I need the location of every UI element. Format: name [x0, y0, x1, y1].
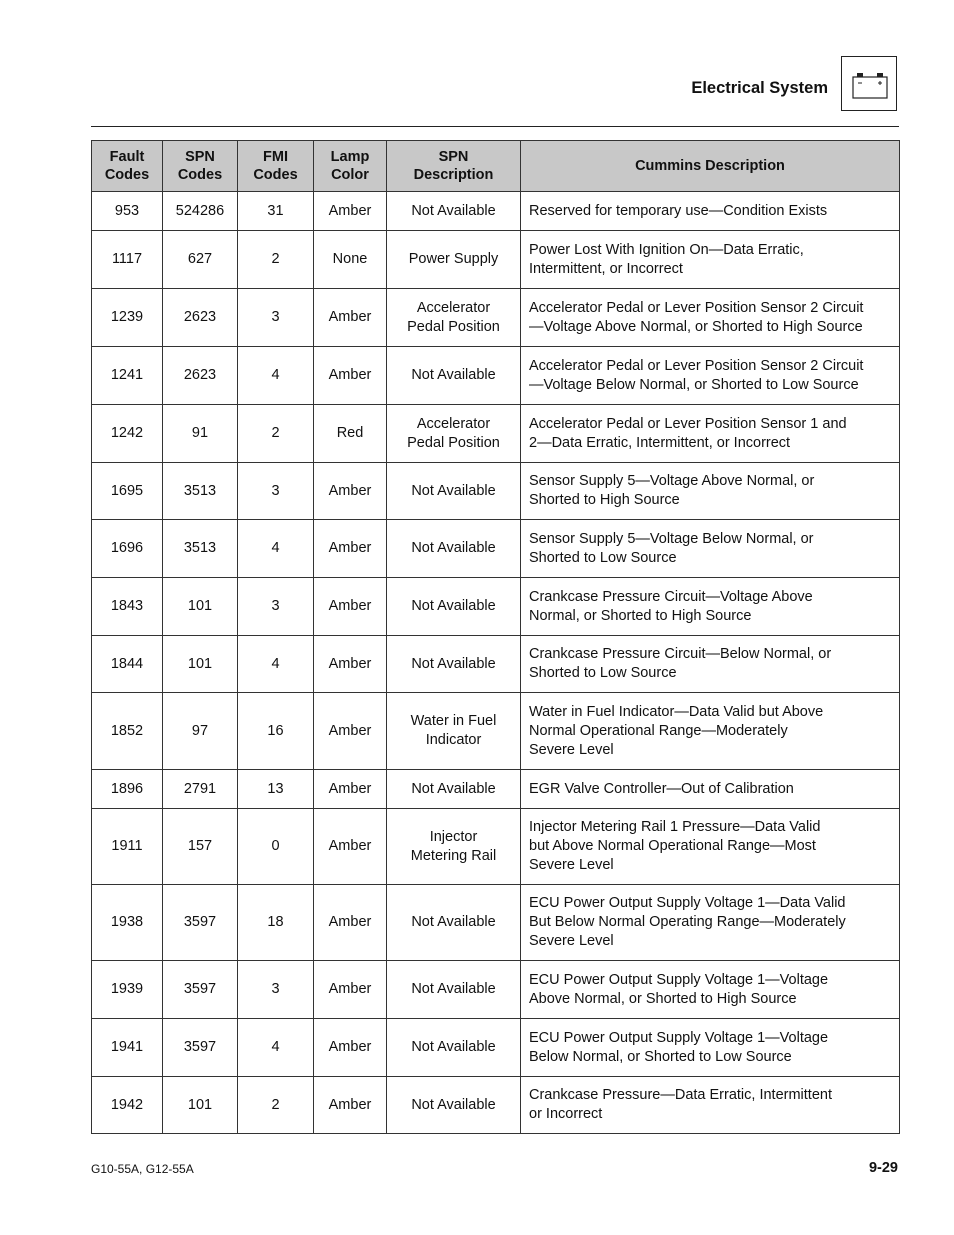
- cummins-description-cell: [521, 520, 900, 578]
- lamp-color-cell: [314, 231, 387, 289]
- lamp-color-cell: [314, 463, 387, 520]
- cell-text: 2623: [183, 367, 217, 383]
- cell-text: Not Available: [411, 540, 496, 556]
- fault-code-cell: [92, 693, 163, 770]
- fmi-code-cell: [238, 520, 314, 578]
- table-row: [92, 809, 900, 885]
- cell-text: Amber: [328, 1096, 372, 1113]
- cell-text: ECU Power Output Supply Voltage 1—Voltage Above Normal, or Shorted to High Source: [529, 971, 829, 1007]
- cell-text: Not Available: [411, 482, 496, 499]
- spn-description-cell: [387, 192, 521, 231]
- column-header-label: FMI Codes: [253, 149, 298, 183]
- fault-code-cell: [92, 463, 163, 520]
- cell-text: Power Lost With Ignition On—Data Erratic, Intermittent, or Incorrect: [529, 241, 804, 277]
- lamp-color-cell: [314, 809, 387, 885]
- fault-code-cell: [92, 520, 163, 578]
- cell-text: 3597: [183, 981, 217, 997]
- fmi-code-cell: [238, 463, 314, 520]
- cell-text: Amber: [328, 981, 372, 997]
- fmi-code-cell: [238, 347, 314, 405]
- lamp-color-cell: [314, 578, 387, 636]
- cell-text: Amber: [328, 1039, 372, 1055]
- table-row: [92, 693, 900, 770]
- cell-text: Amber: [328, 655, 372, 672]
- spn-description-cell: [387, 770, 521, 809]
- cummins-description-cell: [521, 192, 900, 231]
- fault-code-cell: [92, 636, 163, 693]
- cell-text: Injector Metering Rail: [410, 828, 497, 864]
- cell-text: 1852: [110, 722, 144, 739]
- cell-text: 1843: [110, 598, 144, 614]
- spn-description-cell: [387, 636, 521, 693]
- cell-text: 3: [271, 981, 280, 997]
- lamp-color-cell: [314, 289, 387, 347]
- table-row: [92, 289, 900, 347]
- cell-text: Accelerator Pedal Position: [407, 415, 500, 451]
- cell-text: ECU Power Output Supply Voltage 1—Data Valid But Below Normal Operating Range—Moderately Severe Level: [529, 895, 846, 949]
- cell-text: 1939: [110, 981, 144, 997]
- cell-text: Sensor Supply 5—Voltage Above Normal, or Shorted to High Source: [529, 473, 815, 508]
- spn-description-cell: [387, 347, 521, 405]
- cummins-description-cell: [521, 1077, 900, 1134]
- cell-text: Amber: [328, 202, 372, 219]
- cell-text: 18: [267, 914, 284, 930]
- fmi-code-cell: [238, 1077, 314, 1134]
- cell-text: ECU Power Output Supply Voltage 1—Voltage Below Normal, or Shorted to Low Source: [529, 1029, 829, 1065]
- cell-text: Crankcase Pressure Circuit—Below Normal, or Shorted to Low Source: [529, 646, 832, 681]
- cell-text: 1695: [110, 482, 144, 499]
- spn-description-cell: [387, 231, 521, 289]
- cell-text: Red: [336, 425, 364, 441]
- cell-text: 1696: [110, 540, 144, 556]
- cell-text: 101: [187, 655, 213, 672]
- column-header-label: SPN Codes: [177, 149, 223, 183]
- cell-text: Amber: [328, 722, 372, 739]
- fmi-code-cell: [238, 192, 314, 231]
- fault-code-cell: [92, 961, 163, 1019]
- cell-text: 3597: [183, 914, 217, 930]
- cell-text: 101: [187, 1096, 213, 1113]
- column-header: [238, 141, 314, 192]
- cummins-description-cell: [521, 1019, 900, 1077]
- fmi-code-cell: [238, 636, 314, 693]
- lamp-color-cell: [314, 770, 387, 809]
- table-row: [92, 961, 900, 1019]
- cell-text: 2: [271, 1096, 280, 1113]
- spn-code-cell: [163, 636, 238, 693]
- cell-text: 2791: [183, 780, 217, 797]
- fault-code-cell: [92, 885, 163, 961]
- lamp-color-cell: [314, 192, 387, 231]
- cell-text: Not Available: [411, 780, 496, 797]
- fault-code-cell: [92, 578, 163, 636]
- cell-text: 524286: [175, 202, 225, 219]
- fault-code-cell: [92, 1077, 163, 1134]
- cell-text: 4: [271, 540, 280, 556]
- cell-text: Not Available: [411, 914, 496, 930]
- fmi-code-cell: [238, 1019, 314, 1077]
- cummins-description-cell: [521, 636, 900, 693]
- table-row: [92, 520, 900, 578]
- cell-text: 1117: [111, 251, 143, 267]
- cell-text: Amber: [328, 540, 372, 556]
- spn-code-cell: [163, 231, 238, 289]
- fault-code-cell: [92, 231, 163, 289]
- spn-description-cell: [387, 885, 521, 961]
- page-number: 9-29: [868, 1160, 898, 1176]
- cell-text: Crankcase Pressure Circuit—Voltage Above Normal, or Shorted to High Source: [529, 588, 813, 624]
- cell-text: Not Available: [411, 367, 496, 383]
- cell-text: 157: [187, 838, 213, 854]
- cell-text: Accelerator Pedal or Lever Position Sensor 2 Circuit —Voltage Below Normal, or Shorted to Low Source: [529, 357, 864, 393]
- table-body: [92, 192, 900, 1134]
- cell-text: 13: [267, 780, 284, 797]
- fault-code-table: [91, 140, 900, 1134]
- column-header-label: SPN Description: [413, 149, 494, 183]
- cell-text: Amber: [328, 482, 372, 499]
- cell-text: 31: [267, 202, 284, 219]
- cell-text: Not Available: [411, 1039, 496, 1055]
- fmi-code-cell: [238, 885, 314, 961]
- fmi-code-cell: [238, 770, 314, 809]
- spn-code-cell: [163, 578, 238, 636]
- footer-model: G10-55A, G12-55A: [91, 1162, 194, 1176]
- table-row: [92, 405, 900, 463]
- spn-code-cell: [163, 520, 238, 578]
- fmi-code-cell: [238, 961, 314, 1019]
- cummins-description-cell: [521, 231, 900, 289]
- cummins-description-cell: [521, 347, 900, 405]
- cell-text: 3: [271, 482, 280, 499]
- spn-code-cell: [163, 693, 238, 770]
- fmi-code-cell: [238, 809, 314, 885]
- spn-code-cell: [163, 809, 238, 885]
- cell-text: 4: [271, 1039, 280, 1055]
- cell-text: 16: [267, 722, 284, 739]
- cummins-description-cell: [521, 693, 900, 770]
- cell-text: Accelerator Pedal Position: [407, 299, 500, 335]
- cell-text: Not Available: [411, 981, 496, 997]
- cummins-description-cell: [521, 809, 900, 885]
- column-header-label: Cummins Description: [635, 158, 785, 174]
- cell-text: Water in Fuel Indicator—Data Valid but Above Normal Operational Range—Moderately Severe Level: [529, 703, 824, 758]
- table-row: [92, 231, 900, 289]
- spn-code-cell: [163, 192, 238, 231]
- cell-text: 97: [191, 722, 209, 739]
- spn-code-cell: [163, 463, 238, 520]
- cell-text: Not Available: [411, 1096, 496, 1113]
- cell-text: Crankcase Pressure—Data Erratic, Intermittent or Incorrect: [529, 1087, 832, 1122]
- fmi-code-cell: [238, 693, 314, 770]
- cell-text: Not Available: [411, 598, 496, 614]
- table-row: [92, 770, 900, 809]
- cell-text: Accelerator Pedal or Lever Position Sensor 2 Circuit —Voltage Above Normal, or Shorted to High Source: [529, 299, 864, 335]
- spn-description-cell: [387, 1077, 521, 1134]
- lamp-color-cell: [314, 961, 387, 1019]
- spn-description-cell: [387, 520, 521, 578]
- cell-text: 1896: [110, 780, 144, 797]
- spn-description-cell: [387, 289, 521, 347]
- fault-code-cell: [92, 1019, 163, 1077]
- spn-code-cell: [163, 961, 238, 1019]
- lamp-color-cell: [314, 520, 387, 578]
- fault-code-cell: [92, 192, 163, 231]
- cell-text: 3513: [183, 482, 217, 499]
- column-header: [163, 141, 238, 192]
- spn-code-cell: [163, 885, 238, 961]
- cell-text: Amber: [328, 309, 372, 325]
- cell-text: 1242: [110, 425, 144, 441]
- cell-text: 1241: [110, 367, 144, 383]
- fault-code-cell: [92, 347, 163, 405]
- cell-text: Amber: [328, 367, 372, 383]
- column-header-label: Lamp Color: [330, 149, 370, 183]
- battery-icon: [842, 57, 898, 112]
- cell-text: 2: [271, 425, 280, 441]
- lamp-color-cell: [314, 347, 387, 405]
- cummins-description-cell: [521, 405, 900, 463]
- cell-text: 4: [271, 367, 280, 383]
- table-row: [92, 463, 900, 520]
- column-header: [92, 141, 163, 192]
- cell-text: 3: [271, 309, 280, 325]
- spn-code-cell: [163, 1019, 238, 1077]
- spn-description-cell: [387, 961, 521, 1019]
- spn-description-cell: [387, 693, 521, 770]
- cell-text: 3: [271, 598, 280, 614]
- spn-description-cell: [387, 809, 521, 885]
- cell-text: Reserved for temporary use—Condition Exists: [529, 202, 828, 219]
- lamp-color-cell: [314, 636, 387, 693]
- cell-text: Not Available: [411, 202, 496, 219]
- cell-text: 627: [187, 251, 213, 267]
- cummins-description-cell: [521, 578, 900, 636]
- fault-code-cell: [92, 770, 163, 809]
- spn-code-cell: [163, 347, 238, 405]
- fmi-code-cell: [238, 231, 314, 289]
- column-header-label: Fault Codes: [104, 149, 150, 183]
- column-header: [314, 141, 387, 192]
- fault-code-cell: [92, 809, 163, 885]
- cell-text: 1941: [110, 1039, 144, 1055]
- cummins-description-cell: [521, 885, 900, 961]
- cell-text: 2623: [183, 309, 217, 325]
- table-row: [92, 885, 900, 961]
- lamp-color-cell: [314, 405, 387, 463]
- cell-text: 1911: [111, 838, 143, 854]
- cell-text: 101: [187, 598, 213, 614]
- fmi-code-cell: [238, 289, 314, 347]
- cell-text: Not Available: [411, 655, 496, 672]
- cell-text: Amber: [328, 914, 372, 930]
- lamp-color-cell: [314, 1019, 387, 1077]
- cell-text: Injector Metering Rail 1 Pressure—Data Valid but Above Normal Operational Range—Most Severe Level: [529, 819, 821, 873]
- fault-code-cell: [92, 289, 163, 347]
- spn-code-cell: [163, 1077, 238, 1134]
- table-row: [92, 347, 900, 405]
- cell-text: 0: [271, 838, 280, 854]
- column-header: [387, 141, 521, 192]
- cell-text: 4: [271, 655, 280, 672]
- cell-text: Amber: [328, 598, 372, 614]
- table-row: [92, 192, 900, 231]
- cummins-description-cell: [521, 770, 900, 809]
- fmi-code-cell: [238, 578, 314, 636]
- cell-text: 3513: [183, 540, 217, 556]
- cummins-description-cell: [521, 289, 900, 347]
- lamp-color-cell: [314, 1077, 387, 1134]
- table-row: [92, 1019, 900, 1077]
- cell-text: Accelerator Pedal or Lever Position Sensor 1 and 2—Data Erratic, Intermittent, or Incorrect: [529, 415, 847, 451]
- table-row: [92, 578, 900, 636]
- cell-text: 3597: [183, 1039, 217, 1055]
- lamp-color-cell: [314, 693, 387, 770]
- cell-text: Amber: [328, 780, 372, 797]
- spn-description-cell: [387, 405, 521, 463]
- cell-text: Water in Fuel Indicator: [410, 713, 497, 748]
- spn-code-cell: [163, 289, 238, 347]
- cell-text: None: [332, 251, 368, 267]
- lamp-color-cell: [314, 885, 387, 961]
- table-row: [92, 1077, 900, 1134]
- table-row: [92, 636, 900, 693]
- spn-description-cell: [387, 578, 521, 636]
- cell-text: 1844: [110, 655, 144, 672]
- cell-text: Power Supply: [408, 251, 499, 267]
- cell-text: 91: [191, 425, 209, 441]
- cell-text: 2: [271, 251, 280, 267]
- spn-code-cell: [163, 405, 238, 463]
- header-divider: [91, 126, 899, 127]
- cummins-description-cell: [521, 463, 900, 520]
- cell-text: Sensor Supply 5—Voltage Below Normal, or Shorted to Low Source: [529, 530, 814, 566]
- table-header-row: [92, 141, 900, 192]
- cell-text: 1942: [110, 1096, 144, 1113]
- fault-code-cell: [92, 405, 163, 463]
- cummins-description-cell: [521, 961, 900, 1019]
- fmi-code-cell: [238, 405, 314, 463]
- cell-text: 953: [114, 202, 140, 219]
- spn-description-cell: [387, 463, 521, 520]
- column-header: [521, 141, 900, 192]
- spn-code-cell: [163, 770, 238, 809]
- section-icon-box: [841, 56, 897, 111]
- spn-description-cell: [387, 1019, 521, 1077]
- cell-text: 1938: [110, 914, 144, 930]
- section-title: Electrical System: [691, 79, 828, 97]
- cell-text: EGR Valve Controller—Out of Calibration: [529, 780, 794, 797]
- cell-text: 1239: [110, 309, 144, 325]
- cell-text: Amber: [328, 838, 372, 854]
